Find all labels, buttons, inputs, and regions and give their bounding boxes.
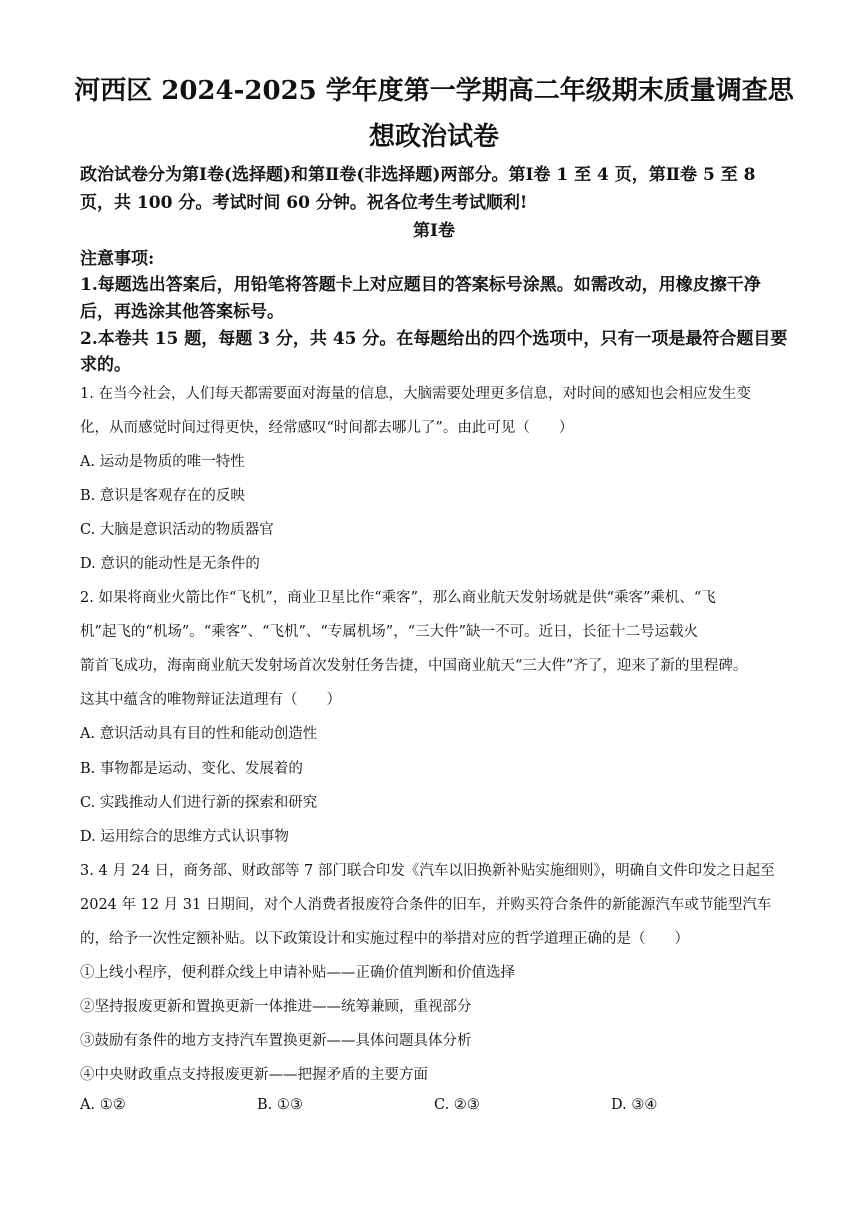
q3-option-b: B. ①③ (257, 1097, 303, 1113)
q2-option-d: D. 运用综合的思维方式认识事物 (80, 829, 289, 845)
q1-stem-line-1: 1. 在当今社会，人们每天都需要面对海量的信息，大脑需要处理更多信息，对时间的感知也会相应发生变 (80, 386, 751, 402)
section-title: 第Ⅰ卷 (413, 221, 455, 241)
intro-line-2: 页，共 100 分。考试时间 60 分钟。祝各位考生考试顺利! (80, 193, 528, 213)
q1-option-c: C. 大脑是意识活动的物质器官 (80, 522, 274, 538)
q3-stem-line-2: 2024 年 12 月 31 日期间，对个人消费者报废符合条件的旧车，并购买符合条件的新能源汽车或节能型汽车 (80, 897, 772, 913)
q2-stem-line-3: 箭首飞成功，海南商业航天发射场首次发射任务告捷，中国商业航天“三大件”齐了，迎来了新的里程碑。 (80, 658, 748, 674)
notes-line-1: 1.每题选出答案后，用铅笔将答题卡上对应题目的答案标号涂黑。如需改动，用橡皮擦干净 (80, 275, 761, 295)
q2-stem-line-2: 机”起飞的“机场”。“乘客”、“飞机”、“专属机场”，“三大件”缺一不可。近日，长征十二号运载火 (80, 624, 699, 640)
q1-option-b: B. 意识是客观存在的反映 (80, 488, 245, 504)
notes-line-2: 后，再选涂其他答案标号。 (80, 302, 284, 322)
q3-item-2: ②坚持报废更新和置换更新一体推进——统筹兼顾，重视部分 (80, 999, 472, 1015)
q2-option-a: A. 意识活动具有目的性和能动创造性 (80, 726, 318, 742)
q2-stem-line-4: 这其中蕴含的唯物辩证法道理有（ ） (80, 692, 341, 708)
intro-line-1: 政治试卷分为第Ⅰ卷(选择题)和第Ⅱ卷(非选择题)两部分。第Ⅰ卷 1 至 4 页，第Ⅱ卷 5 至 8 (80, 165, 756, 185)
notes-line-3: 2.本卷共 15 题，每题 3 分，共 45 分。在每题给出的四个选项中，只有一项是最符合题目要 (80, 329, 788, 349)
q3-option-d: D. ③④ (611, 1097, 658, 1113)
q3-item-1: ①上线小程序，便利群众线上申请补贴——正确价值判断和价值选择 (80, 965, 515, 981)
q2-option-b: B. 事物都是运动、变化、发展着的 (80, 761, 303, 777)
q3-stem-line-1: 3. 4 月 24 日，商务部、财政部等 7 部门联合印发《汽车以旧换新补贴实施细则》，明确自文件印发之日起至 (80, 863, 775, 879)
q1-stem-line-2: 化，从而感觉时间过得更快，经常感叹“时间都去哪儿了”。由此可见（ ） (80, 420, 574, 436)
q3-option-c: C. ②③ (434, 1097, 480, 1113)
q3-stem-line-3: 的，给予一次性定额补贴。以下政策设计和实施过程中的举措对应的哲学道理正确的是（ ） (80, 931, 689, 947)
exam-title: 河西区 2024-2025 学年度第一学期高二年级期末质量调查思想政治试卷 (74, 76, 794, 152)
notes-heading: 注意事项: (80, 249, 155, 269)
q2-option-c: C. 实践推动人们进行新的探索和研究 (80, 795, 318, 811)
q1-option-a: A. 运动是物质的唯一特性 (80, 454, 245, 470)
q1-option-d: D. 意识的能动性是无条件的 (80, 556, 260, 572)
q3-option-a: A. ①② (80, 1097, 126, 1113)
notes-line-4: 求的。 (80, 355, 131, 375)
q2-stem-line-1: 2. 如果将商业火箭比作“飞机”，商业卫星比作“乘客”，那么商业航天发射场就是供“乘客”乘机、“飞 (80, 590, 716, 606)
q3-item-3: ③鼓励有条件的地方支持汽车置换更新——具体问题具体分析 (80, 1033, 472, 1049)
q3-item-4: ④中央财政重点支持报废更新——把握矛盾的主要方面 (80, 1067, 428, 1083)
